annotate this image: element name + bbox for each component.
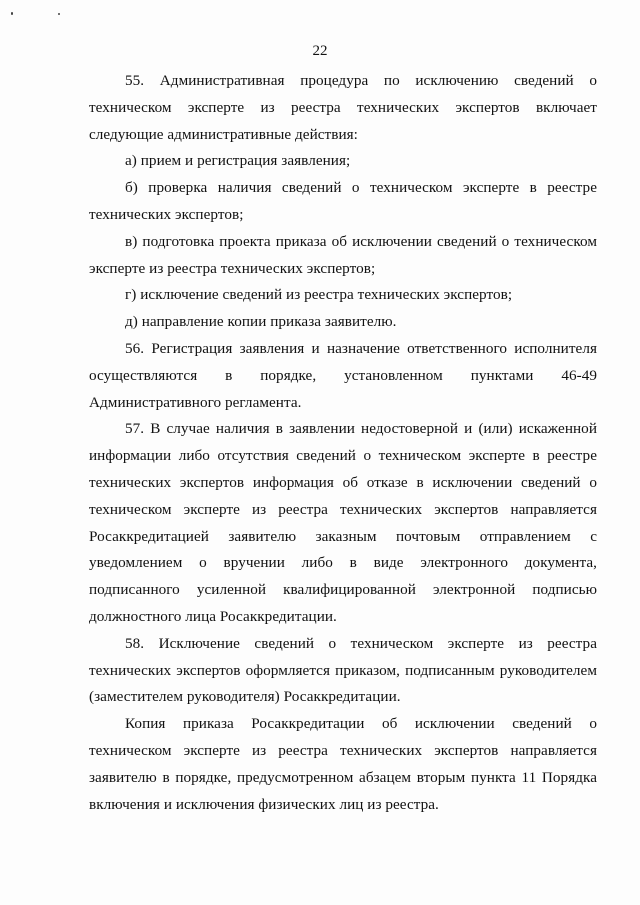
paragraph-57: 57. В случае наличия в заявлении недостоверной и (или) искаженной информации либо отсутствия сведений о техническом эксперте в реестре технических экспертов информация об отказе в исключении сведений о техническом эксперте из реестра технических экспертов направляется Росаккредитацией заявителю заказным почтовым отправлением с уведомлением о вручении либо в виде электронного документа, подписанного усиленной квалифицированной электронной подписью должностного лица Росаккредитации. — [89, 420, 597, 625]
paragraph-56: 56. Регистрация заявления и назначение ответственного исполнителя осуществляются в порядке, установленном пунктами 46-49 Административного регламента. — [89, 339, 597, 411]
list-item-g: г) исключение сведений из реестра технических экспертов; — [125, 286, 513, 304]
list-item-d: д) направление копии приказа заявителю. — [125, 313, 397, 331]
scan-speck — [58, 13, 60, 15]
page-number: 22 — [312, 43, 328, 59]
list-item-b: б) проверка наличия сведений о техническом эксперте в реестре технических экспертов; — [89, 179, 597, 223]
list-item-v: в) подготовка проекта приказа об исключении сведений о техническом эксперте из реестра технических экспертов; — [89, 232, 597, 277]
document-body — [89, 68, 597, 818]
paragraph-58: 58. Исключение сведений о техническом эксперте из реестра технических экспертов оформляется приказом, подписанным руководителем (заместителем руководителя) Росаккредитации. — [89, 634, 597, 706]
list-item-a: а) прием и регистрация заявления; — [125, 152, 351, 170]
paragraph-55: 55. Административная процедура по исключению сведений о техническом эксперте из реестра технических экспертов включает следующие административные действия: — [89, 72, 597, 143]
paragraph-copy-of-order: Копия приказа Росаккредитации об исключении сведений о техническом эксперте из реестра технических экспертов направляется заявителю в порядке, предусмотренном абзацем вторым пункта 11 Порядка включения и исключения физических лиц из реестра. — [89, 715, 597, 813]
scan-speck — [11, 12, 13, 15]
